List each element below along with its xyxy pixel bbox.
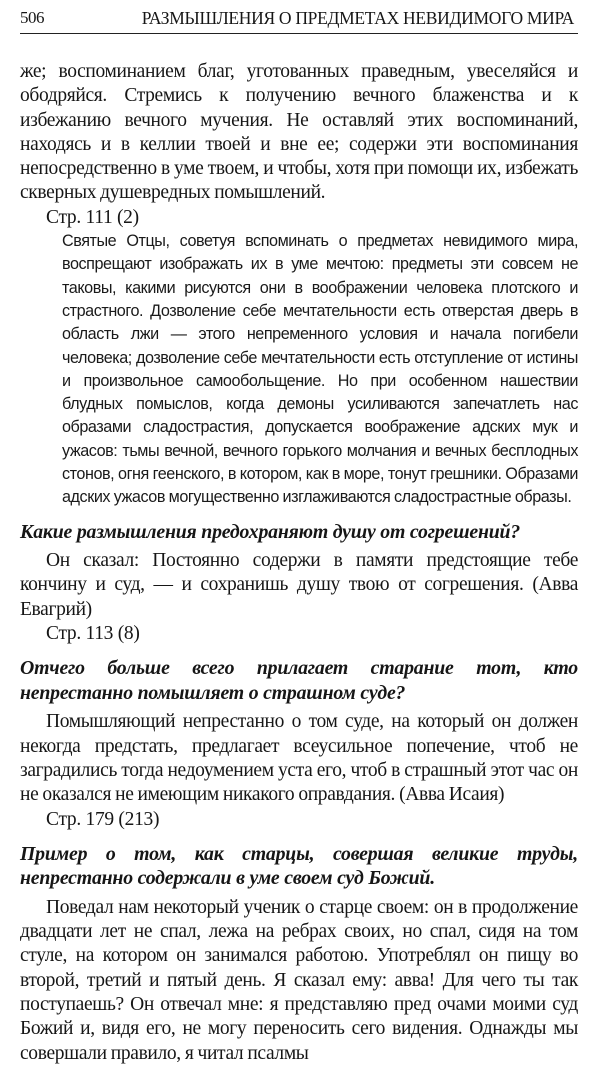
section-text: Он сказал: Постоянно содержи в памяти предстоящие тебе кончину и суд, — и сохранишь душу твою от согрешения. (Авва Евагрий)	[20, 550, 578, 620]
book-page	[20, 0, 578, 1066]
section-heading: Пример о том, как старцы, совершая великие труды, непрестанно содержали в уме своем суд Божий.	[20, 842, 578, 890]
section-heading: Какие размышления предохраняют душу от согрешений?	[20, 520, 521, 543]
source-reference: Стр. 111 (2)	[46, 206, 139, 228]
section-text: Поведал нам некоторый ученик о старце своем: он в продолжение двадцати лет не спал, лежа на ребрах своих, но спал, сидя на том стуле, на котором он занимался работою. Употреблял он пищу во второй, третий и пятый день. Я сказал ему: авва! Для чего ты так поступаешь? Он отвечал мне: я представляю пред очами моими суд Божий и, видя его, не могу переносить сего видения. Однажды мы совершали правило, я читал псалмы	[20, 896, 578, 1064]
commentary-block: Святые Отцы, советуя вспоминать о предметах невидимого мира, воспрещают изображать их в уме мечтою: предметы эти совсем не таковы, какими рисуются они в воображении человека плотского и страстного. Дозволение себе мечтательности есть отверстая дверь в область лжи — этого непременного условия и начала погибели человека; дозволение себе мечтательности есть отступление от истины и произвольное самообольщение. Но при особенном нашествии блудных помыслов, когда демоны усиливаются запечатлеть нас образами сладострастия, допускается воображение адских мук и ужасов: тьмы вечной, вечного горького молчания и вечных бесплодных стонов, огня геенского, в котором, как в море, тонут грешники. Образами адских ужасов могущественно изглаживаются сладострастные образы.	[62, 232, 578, 507]
running-title: РАЗМЫШЛЕНИЯ О ПРЕДМЕТАХ НЕВИДИМОГО МИРА	[141, 8, 574, 28]
source-reference: Стр. 179 (213)	[46, 808, 160, 830]
intro-paragraph: же; воспоминанием благ, уготованных праведным, увеселяйся и ободряйся. Стремись к получению вечного блаженства и к избежанию вечного мучения. Не оставляй этих воспоминаний, находясь и в келлии твоей и вне ее; содержи эти воспоминания непосредственно в уме твоем, и чтобы, хотя при помощи их, избежать скверных душевредных помышлений.	[20, 61, 578, 204]
source-reference: Стр. 113 (8)	[46, 623, 140, 645]
running-header	[20, 0, 578, 34]
section-text: Помышляющий непрестанно о том суде, на который он должен некогда предстать, предлагает всеусильное попечение, чтоб не заградились тогда недоумением уста его, чтоб в страшный этот час он не оказался не имеющим никакого оправдания. (Авва Исаия)	[20, 711, 578, 806]
section-heading: Отчего больше всего прилагает старание тот, кто непрестанно помышляет о страшном суде?	[20, 657, 578, 704]
page-content	[20, 60, 578, 1066]
page-number: 506	[20, 8, 44, 27]
